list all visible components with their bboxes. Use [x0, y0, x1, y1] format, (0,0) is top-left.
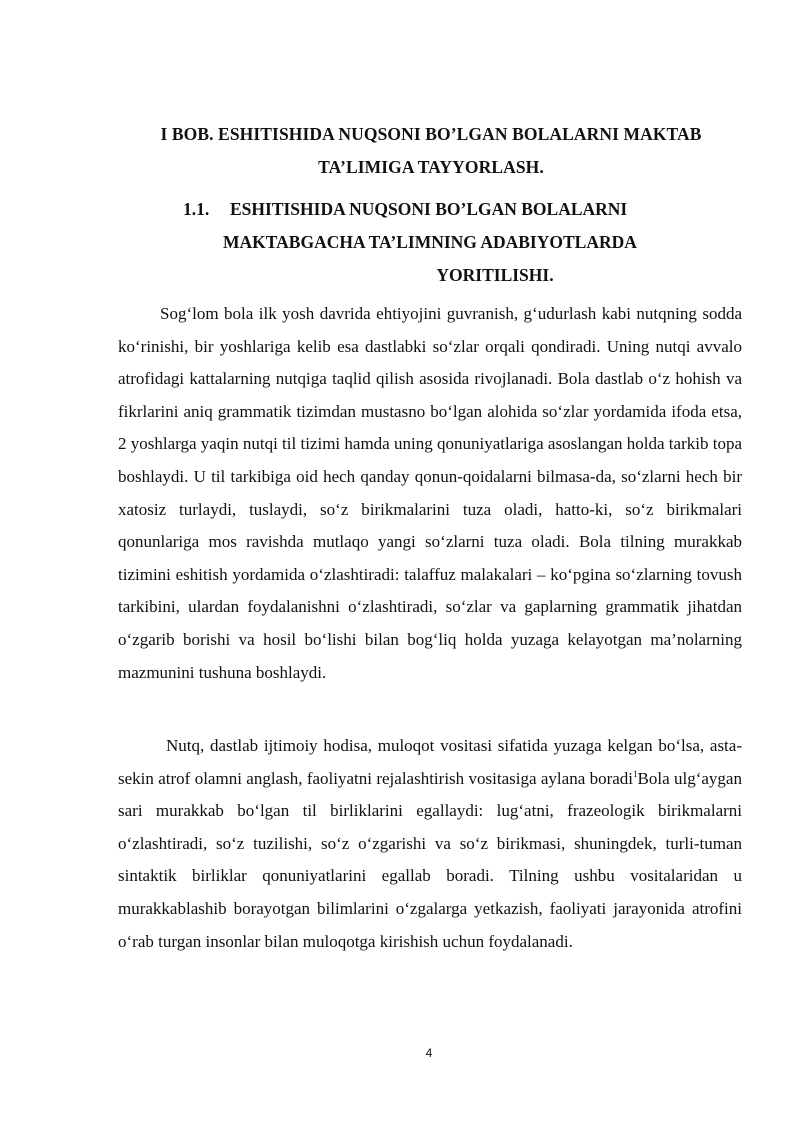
page-number: 4 [425, 1046, 433, 1060]
paragraph-2-text-start: Nutq, dastlab ijtimoiy hodisa, muloqot vositasi sifatida yuzaga kelgan bo‘lsa, asta-sekin atrof olamni anglash, faoliyatni rejalashtirish vositasiga aylana boradi [118, 736, 742, 788]
body-paragraph-1: Sog‘lom bola ilk yosh davrida ehtiyojini guvranish, g‘udurlash kabi nutqning sodda ko‘rinishi, bir yoshlariga kelib esa dastlabki so‘zlar orqali qondiradi. Uning nutqi avvalo atrofidagi kattalarning nutqiga taqlid qilish asosida rivojlanadi. Bola dastlab o‘z hohish va fikrlarini aniq grammatik tizimdan mustasno bo‘lgan alohida so‘zlar yordamida ifoda etsa, 2 yoshlarga yaqin nutqi til tizimi hamda uning qonuniyatlariga asoslangan holda tarkib topa boshlaydi. U til tarkibiga oid hech qanday qonun-qoidalarni bilmasa-da, so‘zlarni hech bir xatosiz turlaydi, tuslaydi, so‘z birikmalarini tuza oladi, hatto-ki, so‘z birikmalari qonunlariga mos ravishda mutlaqo yangi so‘zlarni tuza oladi. Bola tilning murakkab tizimini eshitish yordamida o‘zlashtiradi: talaffuz malakalari – ko‘pgina so‘zlarning tovush tarkibini, ulardan foydalanishni o‘zlashtiradi, so‘zlar va gaplarning grammatik jihatdan o‘zgarib borishi va hosil bo‘lishi bilan bog‘liq holda yuzaga kelayotgan ma’nolarning mazmunini tushuna boshlaydi. [118, 304, 742, 682]
section-title-line-2: MAKTABGACHA TA’LIMNING ADABIYOTLARDA [223, 232, 637, 252]
chapter-title [118, 118, 744, 184]
section-title-line-3: YORITILISHI. [436, 265, 554, 285]
chapter-title-line-1: I BOB. ESHITISHIDA NUQSONI BO’LGAN BOLALARNI MAKTAB [160, 124, 702, 144]
footnote-reference[interactable]: 1 [633, 768, 638, 779]
body-paragraph-2 [118, 730, 742, 958]
section-title-line-1: ESHITISHIDA NUQSONI BO’LGAN BOLALARNI [230, 199, 628, 219]
chapter-title-line-2: TA’LIMIGA TAYYORLASH. [318, 157, 544, 177]
section-number: 1.1. [183, 199, 210, 219]
paragraph-2-text-end: Bola ulg‘aygan sari murakkab bo‘lgan til birliklarini egallaydi: lug‘atni, frazeologik birikmalarni o‘zlashtiradi, so‘z tuzilishi, so‘z o‘zgarishi va so‘z birikmasi, shuningdek, turli-tuman sintaktik birliklar qonuniyatlarini egallab boradi. Tilning ushbu vositalaridan u murakkablashib borayotgan bilimlarini o‘zgalarga yetkazish, faoliyati jarayonida atrofini o‘rab turgan insonlar bilan muloqotga kirishish uchun foydalanadi. [118, 768, 742, 951]
